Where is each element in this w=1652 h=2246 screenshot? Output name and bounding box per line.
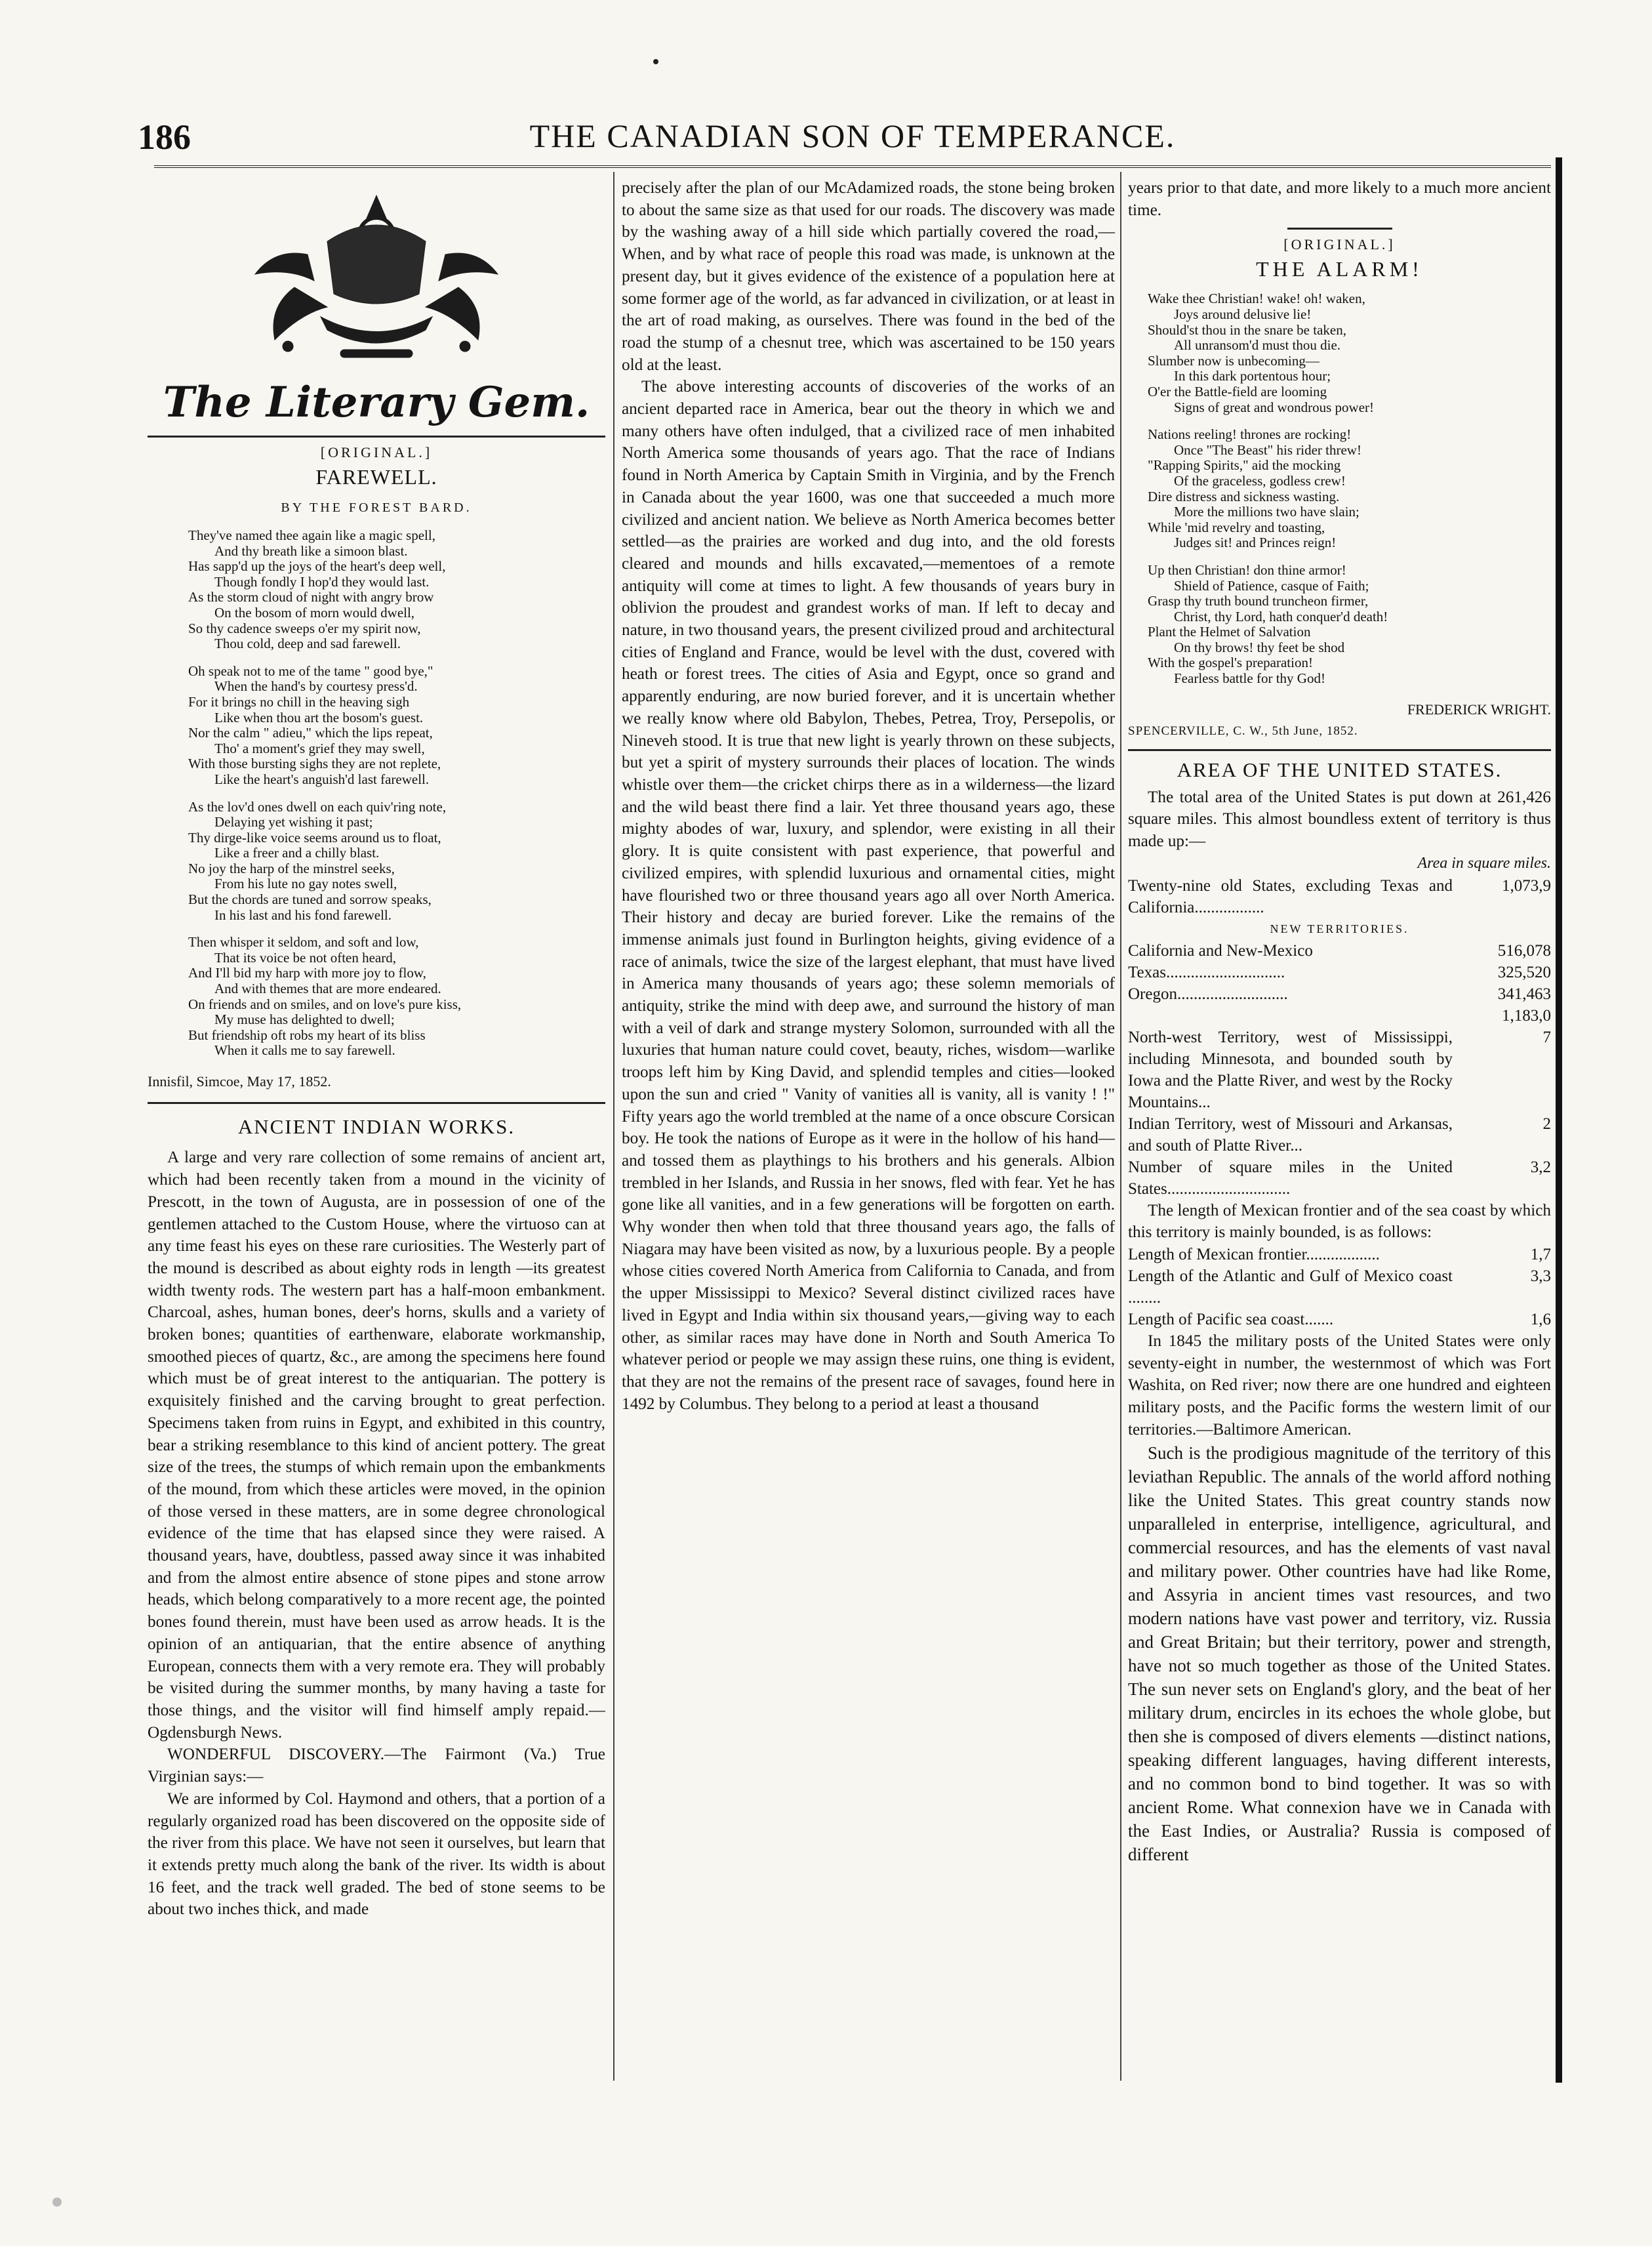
poem-line: Thou cold, deep and sad farewell.	[214, 636, 401, 652]
poem-stanza	[188, 664, 605, 788]
article-paragraph: WONDERFUL DISCOVERY.—The Fairmont (Va.) True Virginian says:—	[148, 1746, 605, 1786]
column-rule	[1120, 172, 1121, 2081]
poem-line: As the storm cloud of night with angry brow	[188, 589, 434, 605]
poem-line: Joys around delusive lie!	[1174, 306, 1312, 322]
area-intro: The total area of the United States is put down at 261,426 square miles. This almost boundless extent of territory is thus made up:—	[1128, 788, 1551, 851]
poem-author: FREDERICK WRIGHT.	[1407, 701, 1551, 718]
poem-line: O'er the Battle-field are looming	[1148, 383, 1327, 399]
poem-line: From his lute no gay notes swell,	[214, 876, 397, 892]
row-label: Length of the Atlantic and Gulf of Mexico coast ........	[1128, 1267, 1453, 1307]
poem-stanza	[188, 935, 605, 1059]
table-row	[1128, 1156, 1551, 1200]
row-value: 1,183,0	[1502, 1006, 1551, 1025]
poem-line: When it calls me to say farewell.	[214, 1042, 395, 1059]
original-label: [ORIGINAL.]	[1283, 236, 1396, 253]
column-left	[148, 177, 605, 1921]
running-title: THE CANADIAN SON OF TEMPERANCE.	[529, 117, 1176, 154]
poem-line: As the lov'd ones dwell on each quiv'ring note,	[188, 798, 447, 815]
poem-line: Dire distress and sickness wasting.	[1148, 488, 1340, 504]
masthead: The Literary Gem.	[163, 378, 590, 427]
poem-line: Has sapp'd up the joys of the heart's deep well,	[188, 558, 446, 575]
table-subhead: NEW TERRITORIES.	[1270, 922, 1409, 935]
poem-line: Should'st thou in the snare be taken,	[1148, 321, 1346, 338]
poem-line: And I'll bid my harp with more joy to flow,	[188, 965, 426, 981]
row-label: Texas.............................	[1128, 963, 1285, 981]
poem-line: All unransom'd must thou die.	[1174, 337, 1341, 354]
table-row	[1128, 1265, 1551, 1309]
page-number: 186	[138, 117, 191, 157]
article-title: ANCIENT INDIAN WORKS.	[237, 1114, 515, 1138]
area-table	[1128, 875, 1551, 1200]
poem-line: Plant the Helmet of Salvation	[1148, 624, 1311, 640]
poem-farewell	[148, 528, 605, 1059]
row-value: 2	[1542, 1114, 1551, 1133]
poem-line: With those bursting sighs they are not replete,	[188, 756, 441, 772]
article-paragraph: Such is the prodigious magnitude of the territory of this leviathan Republic. The annals of the world afford nothing like the United States. This great country stands now unparalleled in enterprise, intelligence, agricultural, and commercial resources, and has the elements of vast naval and military power. Other countries have had like Rome, and Assyria in ancient times vast resources, and two modern nations have vast power and territory, viz. Russia and Great Britain; but their territory, power and strength, have not so much together as those of the United States. The sun never sets on England's glory, and the beat of her military drum, encircles in its echoes the whole globe, but then she is composed of divers elements —distinct nations, speaking different languages, having different interests, and no common bond to bind together. It was so with ancient Rome. What connexion have we in Canada with the East Indies, or Australia? Russia is composed of different	[1128, 1442, 1551, 1864]
poem-line: Wake thee Christian! wake! oh! waken,	[1148, 291, 1365, 307]
poem-line: They've named thee again like a magic spell,	[188, 527, 435, 543]
poem-line: But the chords are tuned and sorrow speaks,	[188, 891, 432, 908]
poem-line: Up then Christian! don thine armor!	[1148, 562, 1346, 578]
header-rule	[154, 165, 1551, 168]
row-label: Length of Pacific sea coast.......	[1128, 1310, 1334, 1328]
row-value: 3,3	[1530, 1267, 1551, 1285]
column-right	[1128, 177, 1551, 1866]
poem-line: Oh speak not to me of the tame " good bye,"	[188, 663, 433, 679]
poem-line: And thy breath like a simoon blast.	[214, 542, 408, 559]
poem-line: Tho' a moment's grief they may swell,	[214, 740, 425, 756]
poem-line: And with themes that are more endeared.	[214, 981, 441, 997]
area-column-header: Area in square miles.	[1417, 854, 1551, 872]
poem-dateline: SPENCERVILLE, C. W., 5th June, 1852.	[1128, 724, 1358, 739]
table-row	[1128, 1027, 1551, 1113]
row-label: Twenty-nine old States, excluding Texas and California.................	[1128, 876, 1453, 916]
poem-alarm	[1128, 291, 1551, 686]
poem-line: While 'mid revelry and toasting,	[1148, 519, 1325, 535]
poem-line: With the gospel's preparation!	[1148, 655, 1313, 671]
margin-mark	[52, 2197, 62, 2207]
poem-line: More the millions two have slain;	[1174, 504, 1360, 520]
poem-line: Though fondly I hop'd they would last.	[214, 573, 430, 590]
poem-line: When the hand's by courtesy press'd.	[214, 678, 418, 695]
poem-stanza	[1148, 563, 1551, 687]
divider	[1287, 228, 1392, 230]
poem-line: So thy cadence sweeps o'er my spirit now,	[188, 620, 421, 636]
table-row	[1128, 940, 1551, 962]
frontier-intro: The length of Mexican frontier and of the sea coast by which this territory is mainly bounded, is as follows:	[1128, 1201, 1551, 1242]
page-edge	[1556, 157, 1562, 2083]
row-value: 1,7	[1530, 1245, 1551, 1263]
table-row	[1128, 875, 1551, 918]
row-value: 3,2	[1530, 1158, 1551, 1176]
row-label: Length of Mexican frontier..................	[1128, 1245, 1380, 1263]
poem-title: FAREWELL.	[315, 465, 437, 489]
poem-line: Fearless battle for thy God!	[1174, 670, 1325, 687]
article-paragraph: precisely after the plan of our McAdamized roads, the stone being broken to about the same size as that used for our roads. The discovery was made by the washing away of a hill side which partially covered the road,— When, and by what race of people this road was made, is unknown at the present day, but it gives evidence of the existence of a population here at some former age of the world, as far advanced in civilization, or at least in the art of road making, as ourselves. There was found in the bed of the road the stump of a chesnut tree, which was ascertained to be 150 years old at the least.	[622, 179, 1115, 374]
row-label	[1128, 1005, 1453, 1027]
poem-line: Judges sit! and Princes reign!	[1174, 535, 1337, 551]
table-row	[1128, 962, 1551, 983]
poem-stanza	[188, 528, 605, 652]
poem-line: Delaying yet wishing it past;	[214, 814, 373, 830]
poem-line: Christ, thy Lord, hath conquer'd death!	[1174, 608, 1388, 624]
poem-line: Then whisper it seldom, and soft and low,	[188, 934, 419, 950]
article-paragraph: The above interesting accounts of discoveries of the works of an ancient departed race in America, bear out the theory in which we and many others have often indulged, that a civilized race of men inhabited North America some thousands of years ago. That the race of Indians found in North America by Captain Smith in Virginia, and by the French in Canada about the year 1600, was one that succeeded a much more civilized and ancient nation. We believe as North America becomes better settled—as the prairies are worked and dug into, and the old forests cleared and mounds and hills excavated,—mementoes of a remote antiquity will come at times to light. A few thousands of years bury in oblivion the proudest and grandest works of man. If left to decay and nature, in two thousand years, the present civilized proud and architectural cities of England and France, would be level with the dust, covered with heath or forest trees. The cities of Asia and Egypt, once so grand and apparently enduring, are now buried forever, and it is uncertain whether we really know where old Babylon, Thebes, Petrea, Troy, Persepolis, or Nineveh stood. It is true that new light is yearly thrown on these subjects, but yet a spirit of mystery surrounds their places of location. The winds whistle over them—the cricket chirps there as in a wilderness—the lizard and the wild beast there find a lair. Yet three thousand years ago, these mighty abodes of war, luxury, and splendor, were existing in all their glory. It is quite consistent with past experience, that powerful and civilized empires, with splendid luxurious and ornamental cities, might have flourished two or three thousand years ago all over North America. Their history and decay are buried forever. Like the remains of the immense animals just found in Burlington heights, giving evidence of a race of animals, twice the size of the largest elephant, that must have lived in America many thousands of years ago; these solemn memorials of antiquity, strike the mind with deep awe, and surround the history of man with a veil of dark and strange mystery Solomon, surrounded with all the luxuries that human nature could covet, beauty, riches, wisdom—warlike troops left him by King David, and splendid temples and cities—looked upon the sun and cried " Vanity of vanities all is vanity, all is vanity ! !" Fifty years ago the world trembled at the name of a once obscure Corsican boy. He took the nations of Europe as it were in the hollow of his hand—and tossed them as playthings to his brothers and his generals. Albion trembled in her Islands, and Russia in her snows, fled with fear. Yet he has gone like all vanities, and in a few generations will be forgotten on earth. Why wonder then when told that three thousand years ago, the falls of Niagara may have been visited as now, by a luxurious people. By a people whose cities covered North America from California to Canada, and from the upper Mississippi to Mexico? Several distinct civilized races have lived in Egypt and India within six thousand years,—giving way to each other, as similar races may have done in North and South America To whatever period or people we may assign these ruins, one thing is evident, that they are not the remains of the present race of savages, found here in 1492 by Columbus. They belong to a period at least a thousand	[622, 378, 1115, 1413]
poem-line: Thy dirge-like voice seems around us to float,	[188, 829, 441, 846]
article-paragraph: In 1845 the military posts of the United States were only seventy-eight in number, the westernmost of which was Fort Washita, on Red river; now there are one hundred and eighteen military posts, and the Pacific forms the western limit of our territories.—Baltimore American.	[1128, 1332, 1551, 1439]
poem-line: That its voice be not often heard,	[214, 949, 396, 966]
column-rule	[613, 172, 614, 2081]
poem-line: On thy brows! thy feet be shod	[1174, 639, 1345, 655]
poem-line: No joy the harp of the minstrel seeks,	[188, 860, 395, 876]
poem-line: In this dark portentous hour;	[1174, 368, 1331, 384]
original-label: [ORIGINAL.]	[320, 444, 433, 460]
poem-title: THE ALARM!	[1256, 257, 1423, 281]
poem-line: Shield of Patience, casque of Faith;	[1174, 577, 1369, 594]
table-row	[1128, 1309, 1551, 1330]
poem-stanza	[188, 800, 605, 924]
row-label: North-west Territory, west of Mississippi, including Minnesota, and bounded south by Iowa and the Platte River, and west by the Rocky Mountains...	[1128, 1028, 1453, 1111]
poem-line: On the bosom of morn would dwell,	[214, 604, 415, 621]
table-row	[1128, 1244, 1551, 1265]
table-row	[1128, 983, 1551, 1005]
poem-line: Like when thou art the bosom's guest.	[214, 709, 424, 725]
poem-line: Nations reeling! thrones are rocking!	[1148, 426, 1352, 443]
poem-line: Nor the calm " adieu," which the lips repeat,	[188, 725, 433, 741]
lead-paragraph: years prior to that date, and more likely to a much more ancient time.	[1128, 179, 1551, 219]
poem-line: "Rapping Spirits," aid the mocking	[1148, 457, 1341, 474]
row-value: 7	[1542, 1028, 1551, 1046]
column-middle	[622, 177, 1115, 1415]
poem-line: Like the heart's anguish'd last farewell.	[214, 771, 430, 787]
poem-line: Of the graceless, godless crew!	[1174, 472, 1346, 489]
poem-line: My muse has delighted to dwell;	[214, 1011, 395, 1028]
row-label: California and New-Mexico	[1128, 941, 1313, 960]
divider	[148, 1102, 605, 1104]
poem-line: Like a freer and a chilly blast.	[214, 845, 380, 861]
poem-line: On friends and on smiles, and on love's pure kiss,	[188, 996, 462, 1012]
poem-author: BY THE FOREST BARD.	[281, 500, 472, 515]
row-value: 1,6	[1530, 1310, 1551, 1328]
row-value: 1,073,9	[1502, 876, 1551, 895]
row-label: Number of square miles in the United States..............................	[1128, 1158, 1453, 1198]
ornamental-crest-icon	[229, 182, 524, 373]
row-label: Indian Territory, west of Missouri and Arkansas, and south of Platte River...	[1128, 1114, 1453, 1154]
poem-line: Grasp thy truth bound truncheon firmer,	[1148, 593, 1369, 609]
frontier-table	[1128, 1244, 1551, 1330]
row-value: 341,463	[1497, 985, 1551, 1003]
poem-line: But friendship oft robs my heart of its bliss	[188, 1027, 426, 1043]
table-row	[1128, 1113, 1551, 1156]
article-paragraph: We are informed by Col. Haymond and others, that a portion of a regularly organized road has been discovered on the opposite side of the river from this place. We have not seen it ourselves, but learn that it extends pretty much along the bank of the river. Its width is about 16 feet, and the track well graded. The bed of stone seems to be about two inches thick, and made	[148, 1789, 605, 1919]
table-row	[1128, 1005, 1551, 1027]
poem-line: Once "The Beast" his rider threw!	[1174, 441, 1361, 458]
poem-line: Slumber now is unbecoming—	[1148, 352, 1320, 369]
poem-stanza	[1148, 291, 1551, 415]
row-label: Oregon...........................	[1128, 985, 1288, 1003]
poem-signature: Innisfil, Simcoe, May 17, 1852.	[148, 1073, 331, 1090]
section-title: AREA OF THE UNITED STATES.	[1177, 758, 1502, 782]
poem-line: Signs of great and wondrous power!	[1174, 399, 1375, 415]
poem-line: In his last and his fond farewell.	[214, 907, 392, 923]
divider	[1128, 749, 1551, 751]
ink-dot	[653, 59, 658, 64]
poem-line: For it brings no chill in the heaving sigh	[188, 693, 410, 710]
row-value: 516,078	[1497, 941, 1551, 960]
poem-stanza	[1148, 427, 1551, 551]
article-paragraph: A large and very rare collection of some remains of ancient art, which had been recently taken from a mound in the vicinity of Prescott, in the town of Augusta, are in possession of one of the gentlemen attached to the Custom House, where the virtuoso can at any time feast his eyes on these rare curiosities. The Westerly part of the mound is described as about eighty rods in length —its greatest width twenty rods. The western part has a half-moon embankment. Charcoal, ashes, human bones, deer's horns, skulls and a variety of broken bones; quantities of earthenware, elaborate workmanship, smoothed pieces of quartz, &c., are among the specimens here found which must be of great interest to the antiquarian. The pottery is exquisitely finished and the carving brought to great perfection. Specimens taken from ruins in Egypt, and exhibited in this country, bear a striking resemblance to this kind of ancient pottery. The great size of the trees, the stumps of which remain upon the embankments of the mound, from which these articles were moved, in the opinion of those versed in these matters, are in some degree chronological evidence of the time that has elapsed since they were raised. A thousand years, have, doubtless, passed away since it was inhabited and from the almost entire absence of stone pipes and stone arrow heads, which belong comparatively to a more recent age, the pointed bones found therein, must have been used as arrow heads. It is the opinion of an antiquarian, that the entire absence of anything European, connects them with a very remote era. They will probably be visited during the summer months, by many having a taste for those things, and the visitor will find himself amply repaid.—Ogdensburgh News.	[148, 1149, 605, 1742]
row-value: 325,520	[1497, 963, 1551, 981]
divider	[148, 436, 605, 438]
